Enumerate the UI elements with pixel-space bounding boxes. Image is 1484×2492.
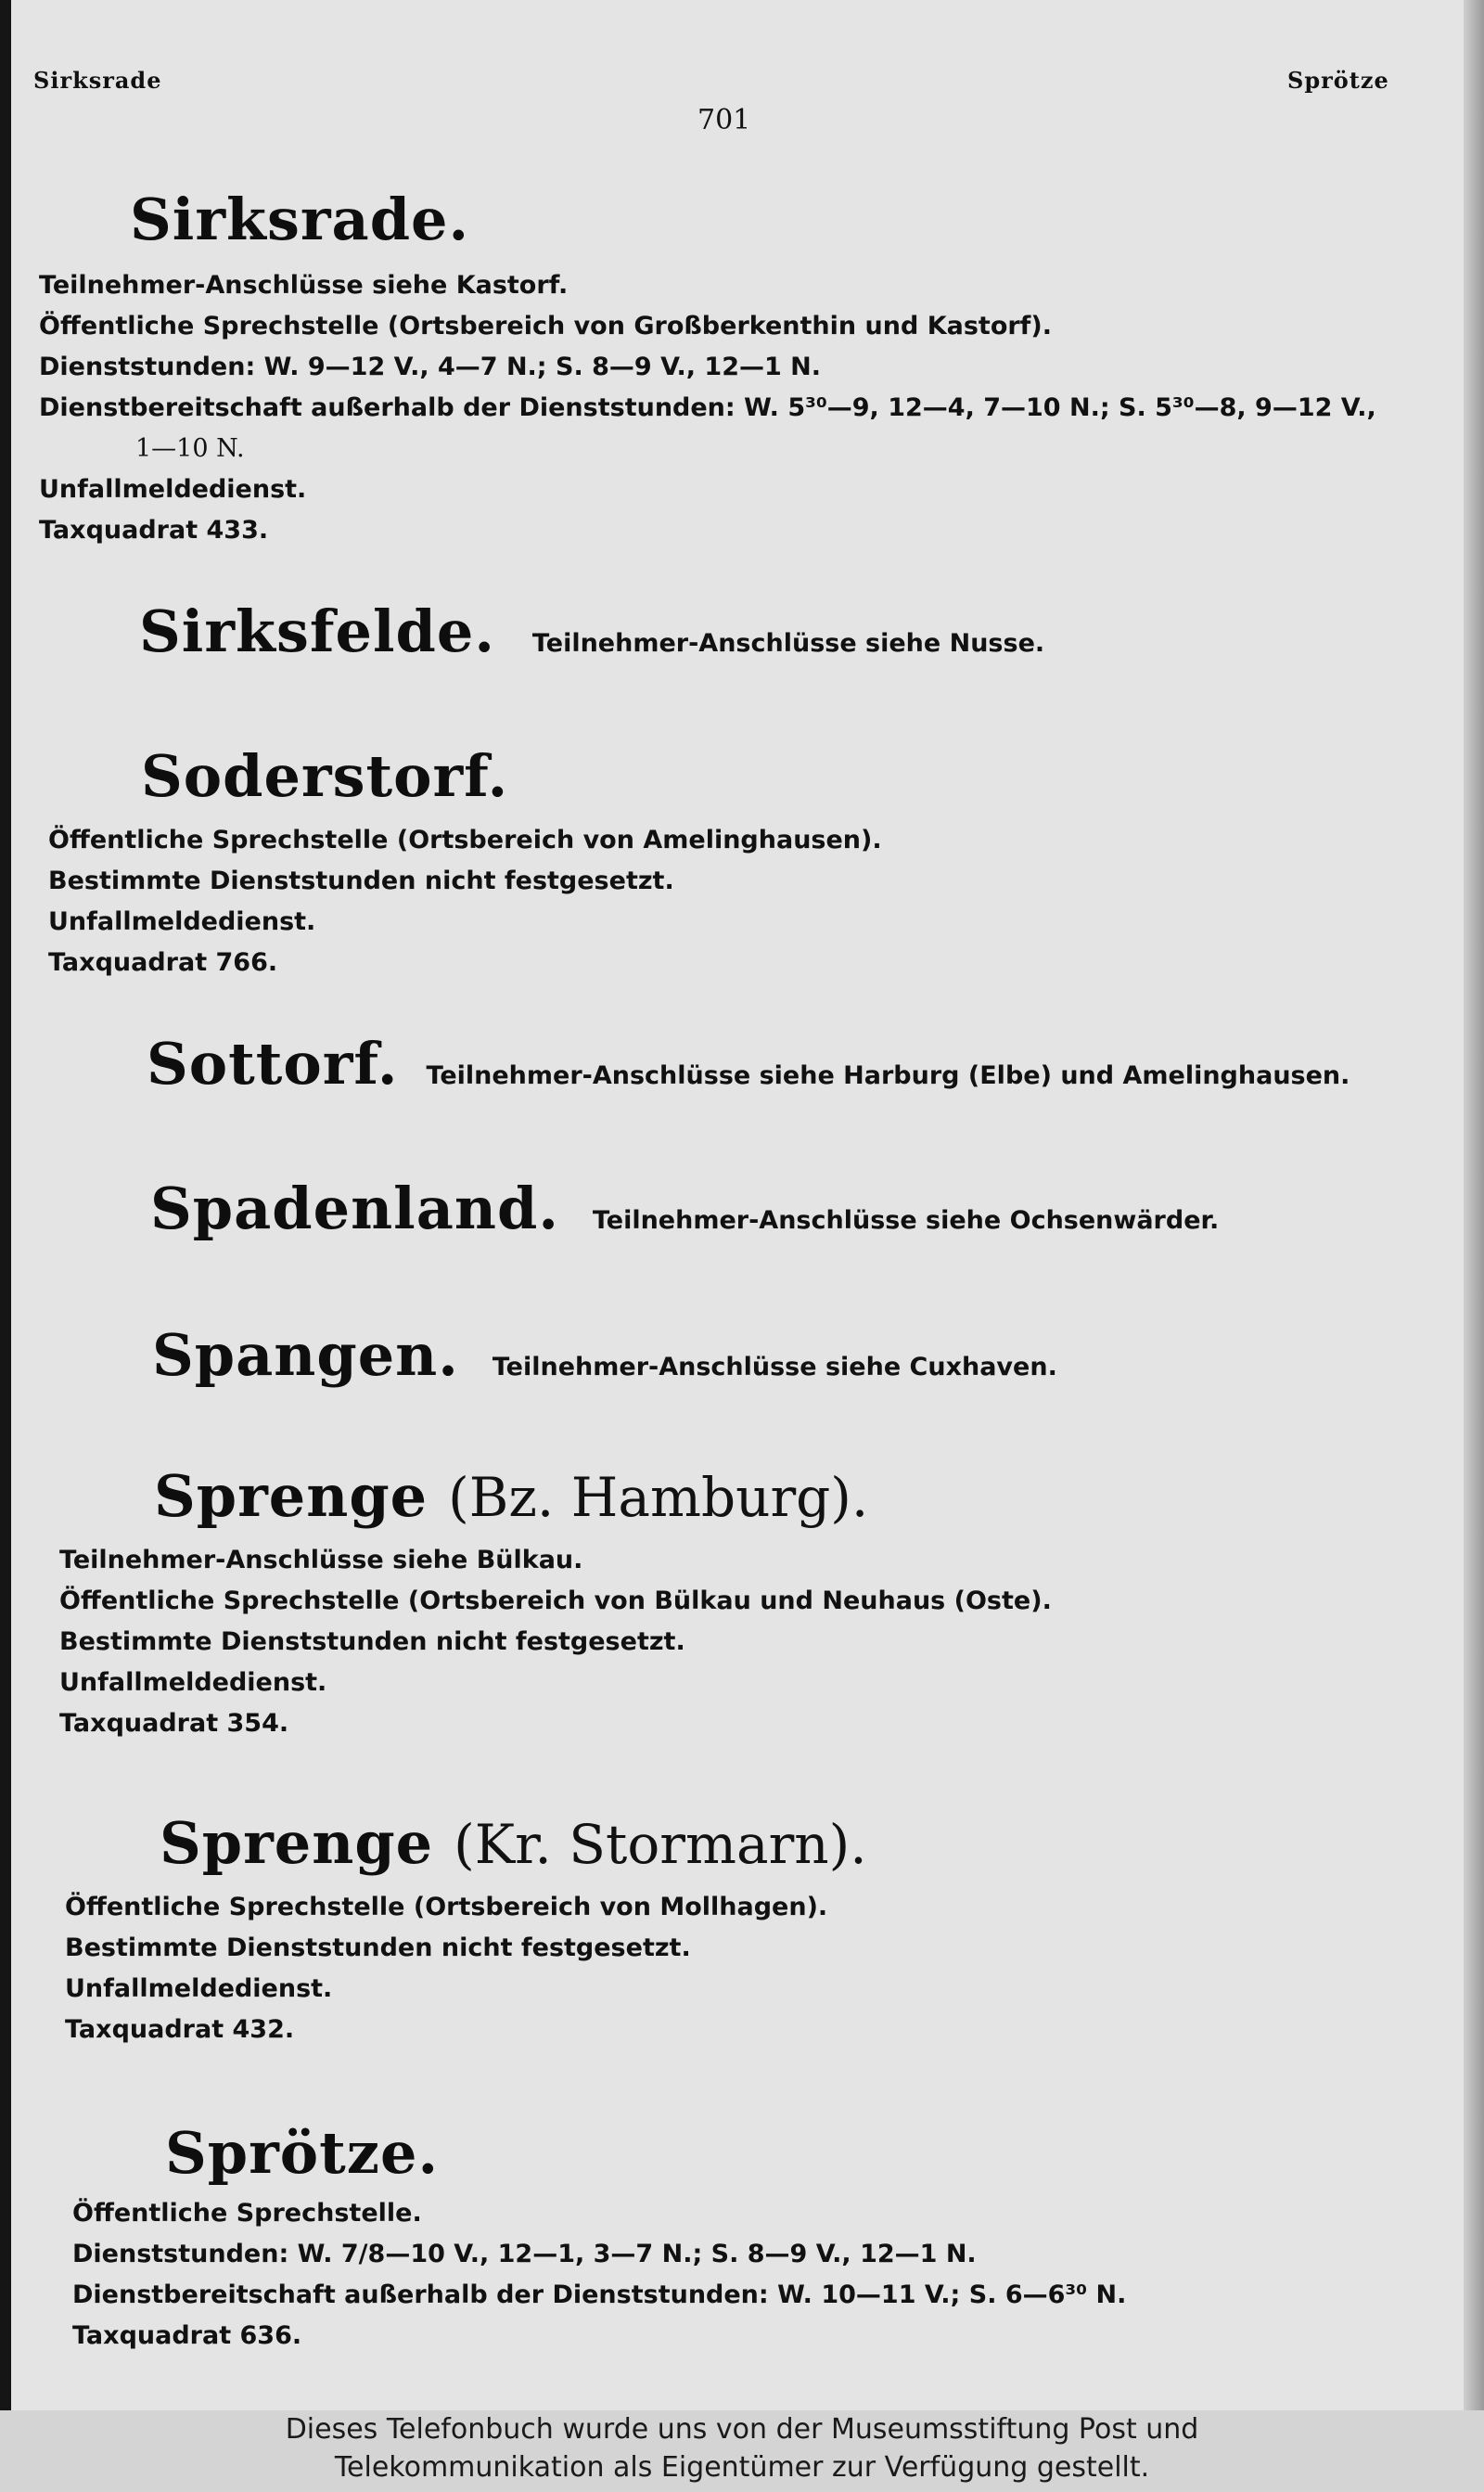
entry-sprenge-stormarn	[160, 1809, 867, 1877]
entry-line: Öffentliche Sprechstelle (Ortsbereich von Bülkau und Neuhaus (Oste).	[59, 1586, 1052, 1615]
entry-line: Öffentliche Sprechstelle (Ortsbereich von Großberkenthin und Kastorf).	[39, 312, 1053, 340]
entry-line: Öffentliche Sprechstelle (Ortsbereich von Mollhagen).	[65, 1893, 828, 1921]
district-qualifier: (Bz. Hamburg).	[448, 1466, 869, 1529]
entry-line: Teilnehmer-Anschlüsse siehe Kastorf.	[39, 271, 569, 300]
entry-line: Dienstbereitschaft außerhalb der Dienststunden: W. 5³⁰—9, 12—4, 7—10 N.; S. 5³⁰—8, 9—12 V.,	[39, 393, 1376, 422]
entry-sproetze-details	[72, 2193, 1126, 2357]
attribution-line-2: Telekommunikation als Eigentümer zur Verfügung gestellt.	[334, 2451, 1150, 2484]
entry-sottorf	[147, 1030, 1350, 1098]
entry-sprenge-stormarn-details	[65, 1887, 827, 2050]
entry-soderstorf	[141, 742, 508, 810]
entry-line: Taxquadrat 636.	[72, 2321, 302, 2350]
entry-line: Taxquadrat 433.	[39, 516, 269, 545]
place-name: Sprenge	[154, 1462, 429, 1530]
entry-line: Öffentliche Sprechstelle (Ortsbereich von Amelinghausen).	[48, 826, 882, 854]
entry-line: Dienststunden: W. 9—12 V., 4—7 N.; S. 8—9 V., 12—1 N.	[39, 353, 822, 381]
running-head-left: Sirksrade	[33, 67, 162, 94]
entry-spadenland	[150, 1175, 1219, 1242]
reference-text: Teilnehmer-Anschlüsse siehe Ochsenwärder.	[592, 1206, 1220, 1235]
entry-line: Bestimmte Dienststunden nicht festgesetzt.	[65, 1933, 691, 1962]
entry-line: Dienststunden: W. 7/8—10 V., 12—1, 3—7 N.; S. 8—9 V., 12—1 N.	[72, 2240, 977, 2268]
entry-line: Bestimmte Dienststunden nicht festgesetzt.	[59, 1627, 685, 1656]
entry-sprenge-hamburg-details	[59, 1540, 1052, 1744]
entry-spangen	[152, 1321, 1057, 1389]
entry-line: Unfallmeldedienst.	[65, 1974, 333, 2003]
entry-sirksfelde	[139, 597, 1044, 665]
entry-line: Unfallmeldedienst.	[59, 1668, 327, 1697]
entry-line: Taxquadrat 432.	[65, 2015, 295, 2044]
entry-line-continuation: 1—10 N.	[135, 434, 245, 463]
place-name: Sottorf.	[147, 1030, 399, 1098]
place-name: Spangen.	[152, 1321, 459, 1389]
place-name: Sprötze.	[165, 2119, 440, 2187]
entry-line: Unfallmeldedienst.	[48, 907, 316, 936]
entry-sproetze	[165, 2119, 439, 2187]
entry-sprenge-hamburg	[154, 1462, 868, 1530]
reference-text: Teilnehmer-Anschlüsse siehe Nusse.	[531, 629, 1045, 658]
entry-soderstorf-details	[48, 820, 882, 983]
reference-text: Teilnehmer-Anschlüsse siehe Cuxhaven.	[492, 1353, 1057, 1381]
entry-sirksrade	[130, 186, 469, 253]
place-name: Sprenge	[160, 1809, 434, 1877]
district-qualifier: (Kr. Stormarn).	[454, 1813, 867, 1876]
reference-text: Teilnehmer-Anschlüsse siehe Harburg (Elbe) und Amelinghausen.	[426, 1061, 1350, 1090]
entry-line: Teilnehmer-Anschlüsse siehe Bülkau.	[59, 1546, 583, 1574]
entry-line: Bestimmte Dienststunden nicht festgesetzt.	[48, 867, 674, 895]
place-name: Soderstorf.	[141, 742, 509, 810]
attribution-line-1: Dieses Telefonbuch wurde uns von der Museumsstiftung Post und	[285, 2413, 1199, 2446]
place-name: Sirksrade.	[130, 186, 470, 253]
place-name: Sirksfelde.	[139, 597, 495, 665]
page-edge-shadow-left	[0, 0, 11, 2410]
place-name: Spadenland.	[150, 1175, 559, 1242]
page-number: 701	[697, 104, 751, 136]
running-head-right: Sprötze	[1287, 67, 1389, 94]
entry-line: Öffentliche Sprechstelle.	[72, 2199, 422, 2228]
entry-line: Taxquadrat 354.	[59, 1709, 289, 1738]
entry-line: Dienstbereitschaft außerhalb der Dienststunden: W. 10—11 V.; S. 6—6³⁰ N.	[72, 2280, 1127, 2309]
entry-line: Taxquadrat 766.	[48, 948, 278, 977]
attribution-footer	[0, 2410, 1484, 2492]
entry-sirksrade-details	[39, 265, 1376, 551]
page-edge-shadow-right	[1464, 0, 1484, 2410]
entry-line: Unfallmeldedienst.	[39, 475, 307, 504]
